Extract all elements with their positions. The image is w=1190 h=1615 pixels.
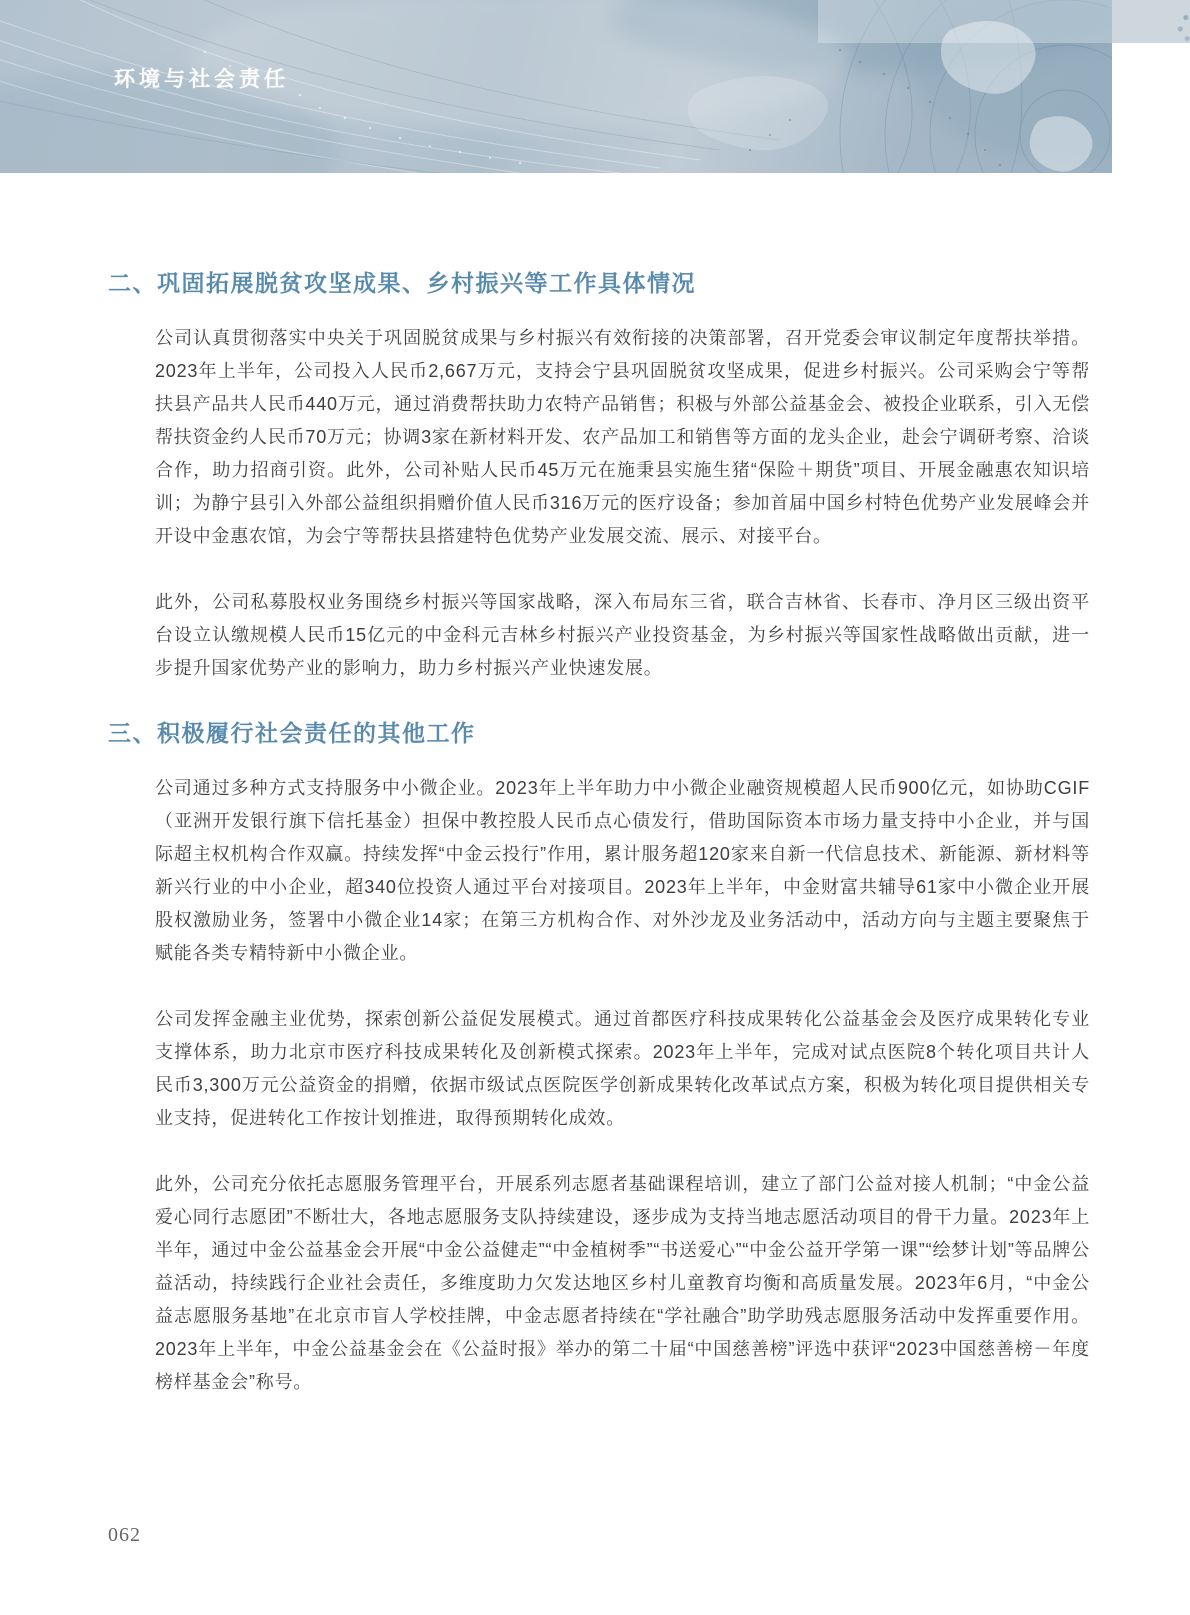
page-number: 062: [108, 1524, 141, 1546]
body-paragraph: 公司认真贯彻落实中央关于巩固脱贫成果与乡村振兴有效衔接的决策部署，召开党委会审议制定年度帮扶举措。2023年上半年，公司投入人民币2,667万元，支持会宁县巩固脱贫攻坚成果，促进乡村振兴。公司采购会宁等帮扶县产品共人民币440万元，通过消费帮扶助力农特产品销售；积极与外部公益基金会、被投企业联系，引入无偿帮扶资金约人民币70万元；协调3家在新材料开发、农产品加工和销售等方面的龙头企业，赴会宁调研考察、洽谈合作，助力招商引资。此外，公司补贴人民币45万元在施秉县实施生猪“保险＋期货”项目、开展金融惠农知识培训；为静宁县引入外部公益组织捐赠价值人民币316万元的医疗设备；参加首届中国乡村特色优势产业发展峰会并开设中金惠农馆，为会宁等帮扶县搭建特色优势产业发展交流、展示、对接平台。: [155, 328, 1090, 546]
section-heading-3: 三、积极履行社会责任的其他工作: [108, 720, 476, 746]
body-paragraph: 此外，公司充分依托志愿服务管理平台，开展系列志愿者基础课程培训，建立了部门公益对接人机制；“中金公益爱心同行志愿团”不断壮大，各地志愿服务支队持续建设，逐步成为支持当地志愿活动项目的骨干力量。2023年上半年，通过中金公益基金会开展“中金公益健走”“中金植树季”“书送爱心”“中金公益开学第一课”“绘梦计划”等品牌公益活动，持续践行企业社会责任，多维度助力欠发达地区乡村儿童教育均衡和高质量发展。2023年6月，“中金公益志愿服务基地”在北京市盲人学校挂牌，中金志愿者持续在“学社融合”助学助残志愿服务活动中发挥重要作用。2023年上半年，中金公益基金会在《公益时报》举办的第二十届“中国慈善榜”评选中获评“2023中国慈善榜－年度榜样基金会”称号。: [155, 1174, 1090, 1392]
body-paragraph: 公司通过多种方式支持服务中小微企业。2023年上半年助力中小微企业融资规模超人民币900亿元，如协助CGIF（亚洲开发银行旗下信托基金）担保中教控股人民币点心债发行，借助国际资本市场力量支持中小企业，并与国际超主权机构合作双赢。持续发挥“中金云投行”作用，累计服务超120家来自新一代信息技术、新能源、新材料等新兴行业的中小企业，超340位投资人通过平台对接项目。2023年上半年，中金财富共辅导61家中小微企业开展股权激励业务，签署中小微企业14家；在第三方机构合作、对外沙龙及业务活动中，活动方向与主题主要聚焦于赋能各类专精特新中小微企业。: [155, 778, 1090, 963]
chapter-title: 环境与社会责任: [114, 67, 289, 91]
document-body: [108, 268, 1090, 1432]
body-paragraph: 公司发挥金融主业优势，探索创新公益促发展模式。通过首都医疗科技成果转化公益基金会及医疗成果转化专业支撑体系，助力北京市医疗科技成果转化及创新模式探索。2023年上半年，完成对试点医院8个转化项目共计人民币3,300万元公益资金的捐赠，依据市级试点医院医学创新成果转化改革试点方案，积极为转化项目提供相关专业支持，促进转化工作按计划推进，取得预期转化成效。: [155, 1009, 1090, 1128]
corner-texture-fragment: [1176, 10, 1190, 48]
section-heading-2: 二、巩固拓展脱贫攻坚成果、乡村振兴等工作具体情况: [108, 270, 696, 296]
header-light-strip: [818, 0, 1112, 43]
body-paragraph: 此外，公司私募股权业务围绕乡村振兴等国家战略，深入布局东三省，联合吉林省、长春市、净月区三级出资平台设立认缴规模人民币15亿元的中金科元吉林乡村振兴产业投资基金，为乡村振兴等国家性战略做出贡献，进一步提升国家优势产业的影响力，助力乡村振兴产业快速发展。: [155, 592, 1090, 678]
page-header-band: [0, 0, 1112, 173]
